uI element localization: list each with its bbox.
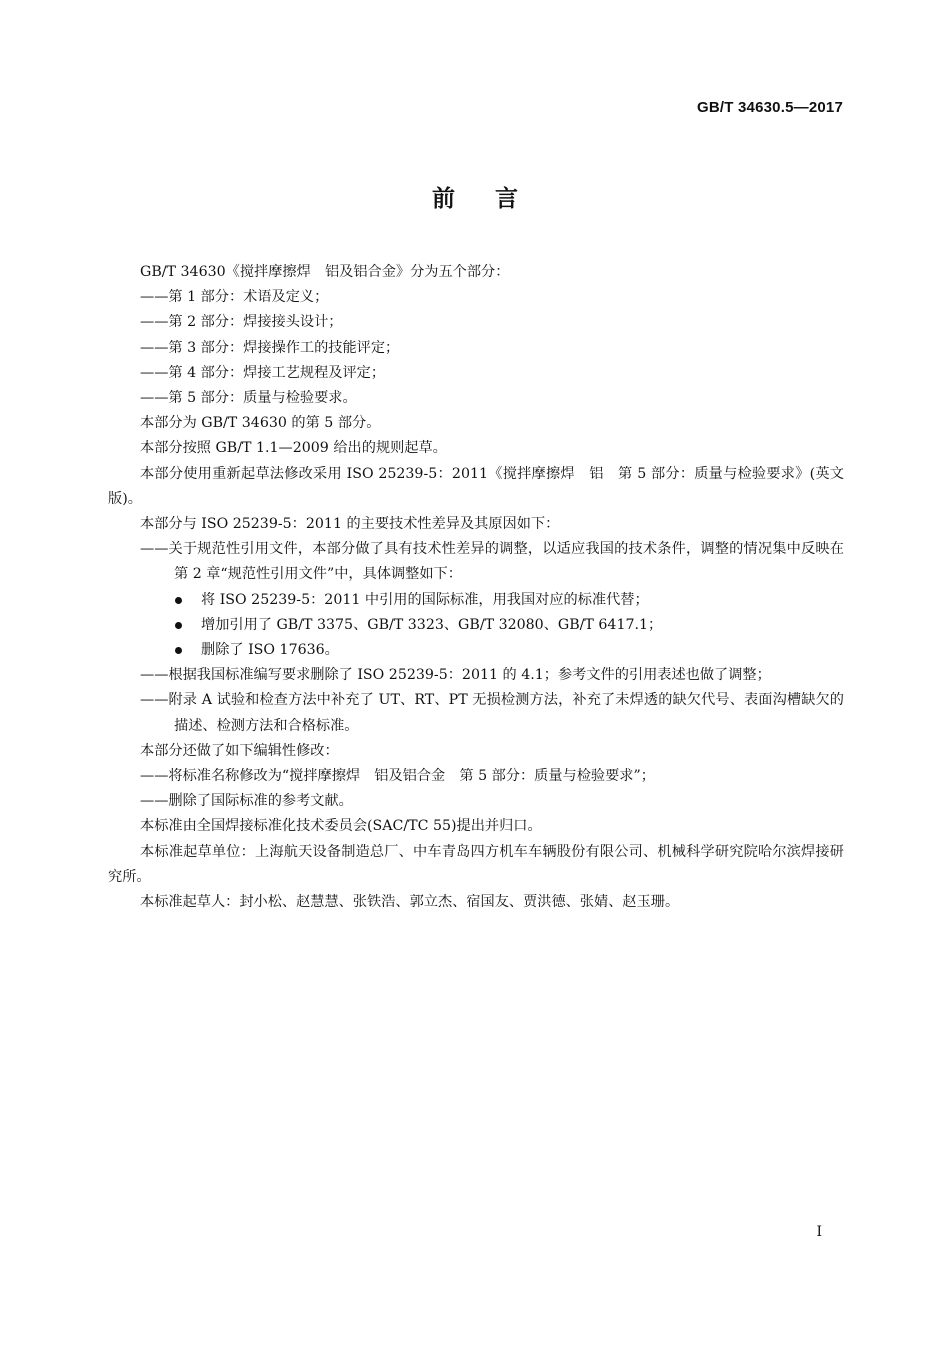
differences-intro-paragraph: 本部分与 ISO 25239-5：2011 的主要技术性差异及其原因如下： [140, 516, 560, 533]
editorial-item: ——将标准名称修改为“搅拌摩擦焊 铝及铝合金 第 5 部分：质量与检验要求”； [140, 768, 655, 785]
editorial-item: ——删除了国际标准的参考文献。 [140, 793, 353, 810]
difference-item: ——根据我国标准编写要求删除了 ISO 25239-5：2011 的 4.1；参考文件的引用表述也做了调整； [140, 667, 771, 684]
page-number: I [816, 1224, 822, 1240]
page-title: 前言 [432, 186, 558, 212]
standard-code: GB/T 34630.5—2017 [697, 99, 843, 116]
part-list-item: ——第 4 部分：焊接工艺规程及评定； [140, 364, 386, 381]
proposed-by-paragraph: 本标准由全国焊接标准化技术委员会(SAC/TC 55)提出并归口。 [140, 818, 542, 835]
part-list-item: ——第 2 部分：焊接接头设计； [140, 314, 343, 331]
drafting-units-paragraph: 本标准起草单位：上海航天设备制造总厂、中车青岛四方机车车辆股份有限公司、机械科学研究院哈尔滨焊接研究所。 [108, 843, 844, 885]
bullet-item [108, 588, 844, 613]
part-list-item: ——第 1 部分：术语及定义； [140, 289, 329, 306]
bullet-text: 删除了 ISO 17636。 [201, 642, 339, 659]
bullet-icon [175, 622, 182, 629]
part-list-item: ——第 5 部分：质量与检验要求。 [140, 390, 357, 407]
bullet-icon [175, 597, 182, 604]
part-list-item: ——第 3 部分：焊接操作工的技能评定； [140, 339, 400, 356]
foreword-body [108, 260, 844, 915]
bullet-item [108, 613, 844, 638]
drafting-rules-paragraph: 本部分按照 GB/T 1.1—2009 给出的规则起草。 [140, 440, 447, 457]
bullet-text: 将 ISO 25239-5：2011 中引用的国际标准，用我国对应的标准代替； [201, 591, 649, 608]
difference-item: ——关于规范性引用文件，本部分做了具有技术性差异的调整，以适应我国的技术条件，调整的情况集中反映在第 2 章“规范性引用文件”中，具体调整如下： [140, 541, 844, 583]
intro-paragraph: GB/T 34630《搅拌摩擦焊 铝及铝合金》分为五个部分： [140, 264, 510, 280]
bullet-text: 增加引用了 GB/T 3375、GB/T 3323、GB/T 32080、GB/T 6417.1； [201, 616, 663, 633]
difference-item: ——附录 A 试验和检查方法中补充了 UT、RT、PT 无损检测方法，补充了未焊透的缺欠代号、表面沟槽缺欠的描述、检测方法和合格标准。 [140, 692, 844, 734]
bullet-icon [175, 647, 182, 654]
bullet-item [108, 638, 844, 663]
this-part-paragraph: 本部分为 GB/T 34630 的第 5 部分。 [140, 415, 381, 432]
editorial-intro-paragraph: 本部分还做了如下编辑性修改： [140, 742, 339, 759]
adoption-paragraph: 本部分使用重新起草法修改采用 ISO 25239-5：2011《搅拌摩擦焊 铝 第 5 部分：质量与检验要求》(英文版)。 [108, 465, 844, 507]
drafters-paragraph: 本标准起草人：封小松、赵慧慧、张铁浩、郭立杰、宿国友、贾洪德、张婧、赵玉珊。 [140, 894, 680, 911]
